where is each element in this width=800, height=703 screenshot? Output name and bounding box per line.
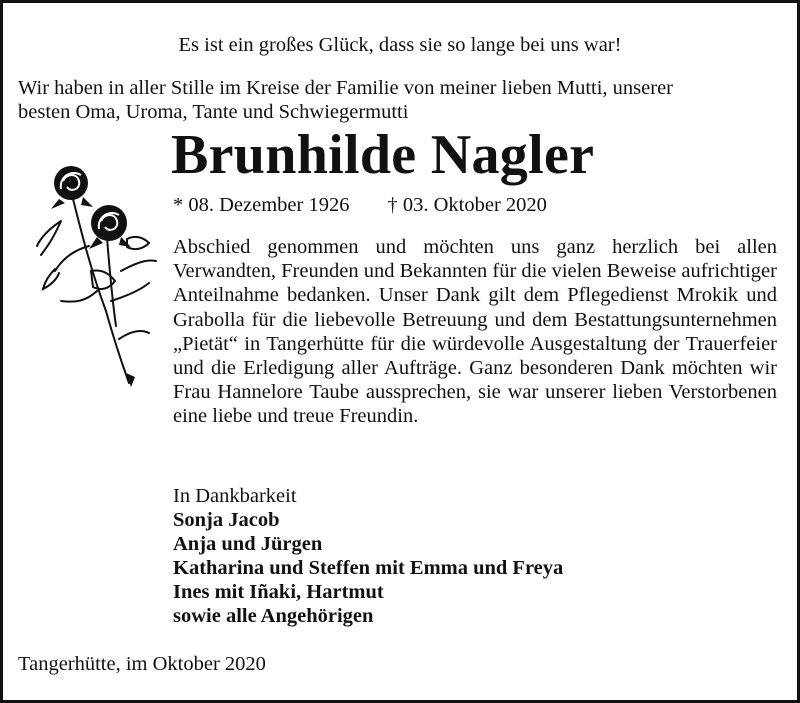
mourner-name: Sonja Jacob	[173, 509, 280, 531]
signoff-block	[173, 484, 563, 628]
motto: Es ist ein großes Glück, dass sie so lange bei uns war!	[178, 34, 622, 56]
mourner-name: Anja und Jürgen	[173, 533, 323, 555]
mourner-name: Ines mit Iñaki, Hartmut	[173, 581, 384, 603]
death-date: † 03. Oktober 2020	[387, 194, 547, 216]
intro-line-2: besten Oma, Uroma, Tante und Schwiegermutti	[18, 101, 409, 123]
birth-date: * 08. Dezember 1926	[173, 194, 350, 216]
place-date: Tangerhütte, im Oktober 2020	[18, 653, 266, 675]
deceased-name: Brunhilde Nagler	[171, 124, 595, 186]
mourner-name: sowie alle Angehörigen	[173, 605, 374, 627]
life-dates	[173, 193, 547, 217]
body-text: Abschied genommen und möchten uns ganz herzlich bei allen Verwandten, Freunden und Bekannten für die vielen Beweise aufrichtiger Anteilnahme bedanken. Unser Dank gilt dem Pflegedienst Mrokik und Grabolla für die liebevolle Betreuung und dem Bestattungsunternehmen „Pietät“ in Tangerhütte für die würdevolle Ausgestaltung der Trauerfeier und die Erledigung aller Aufträge. Ganz besonderen Dank möchten wir Frau Hannelore Taube aussprechen, sie war unserer lieben Verstorbenen eine liebe und treue Freundin.	[173, 236, 777, 428]
mourner-name: Katharina und Steffen mit Emma und Freya	[173, 557, 564, 579]
signoff-label: In Dankbarkeit	[173, 485, 297, 507]
roses-icon	[31, 151, 161, 391]
intro-line-1: Wir haben in aller Stille im Kreise der Familie von meiner lieben Mutti, unserer	[18, 77, 673, 99]
